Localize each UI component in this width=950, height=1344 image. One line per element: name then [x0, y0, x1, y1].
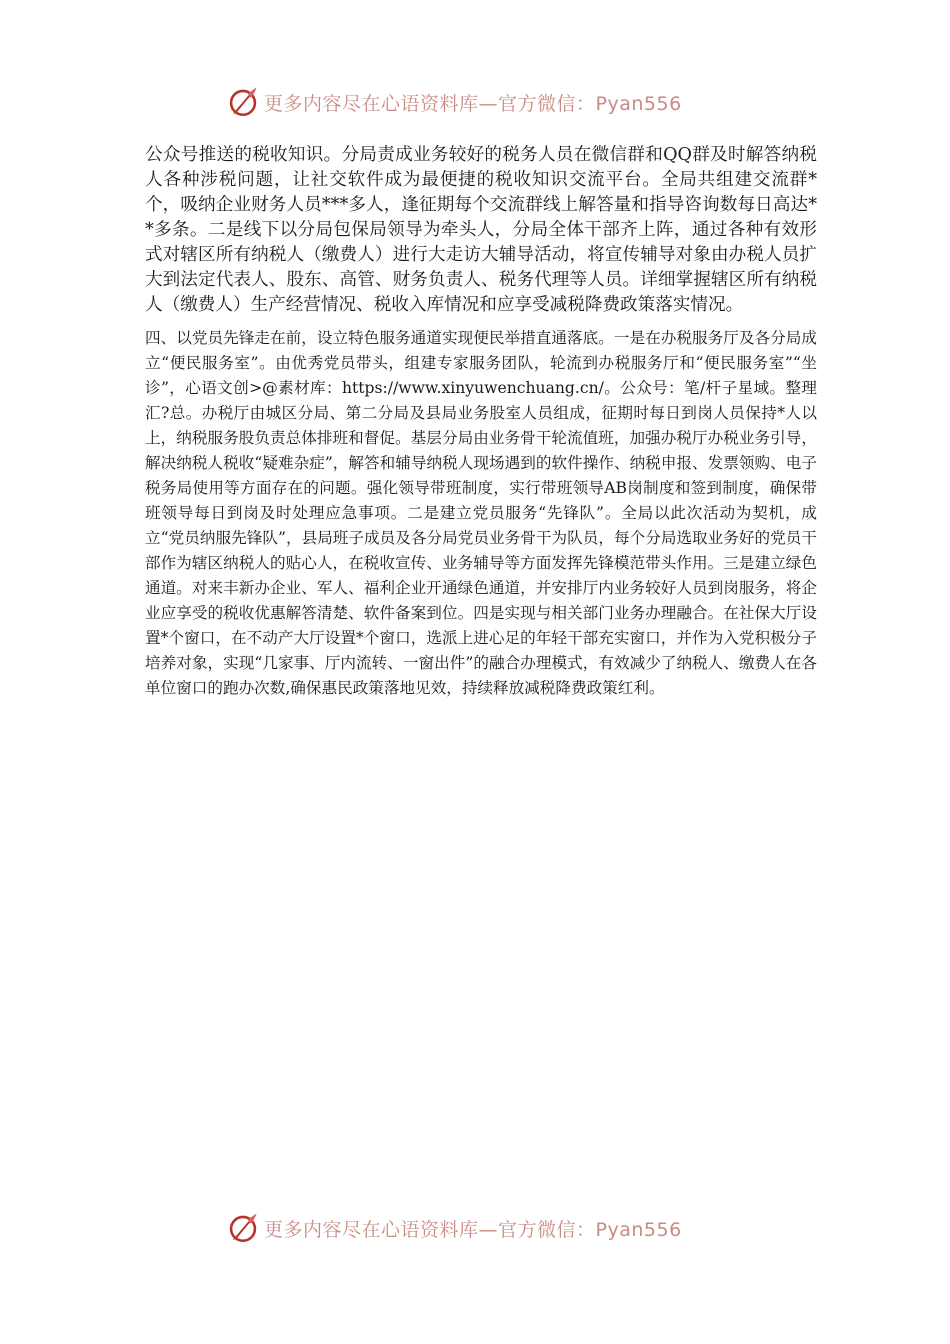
- footer-banner: [226, 1210, 682, 1246]
- quill-pen-logo-icon: [226, 85, 260, 119]
- footer-banner-text: 更多内容尽在心语资料库—官方微信：Pyan556: [264, 1218, 682, 1241]
- quill-pen-logo-icon: [226, 1211, 260, 1245]
- paragraph-2: 四、以党员先锋走在前，设立特色服务通道实现便民举措直通落底。一是在办税服务厅及各分局成立“便民服务室”。由优秀党员带头，组建专家服务团队，轮流到办税服务厅和“便民服务室”“坐诊”，心语文创>@素材库：https://www.xinyuwenchuang.cn/。公众号：笔/杆子星域。整理汇?总。办税厅由城区分局、第二分局及县局业务股室人员组成，征期时每日到岗人员保持*人以上，纳税服务股负责总体排班和督促。基层分局由业务骨干轮流值班，加强办税厅办税业务引导，解决纳税人税收“疑难杂症”，解答和辅导纳税人现场遇到的软件操作、纳税申报、发票领购、电子税务局使用等方面存在的问题。强化领导带班制度，实行带班领导AB岗制度和签到制度，确保带班领导每日到岗及时处理应急事项。二是建立党员服务“先锋队”。全局以此次活动为契机，成立“党员纳服先锋队”，县局班子成员及各分局党员业务骨干为队员，每个分局选取业务好的党员干部作为辖区纳税人的贴心人，在税收宣传、业务辅导等方面发挥先锋模范带头作用。三是建立绿色通道。对来丰新办企业、军人、福利企业开通绿色通道，并安排厅内业务较好人员到岗服务，将企业应享受的税收优惠解答清楚、软件备案到位。四是实现与相关部门业务办理融合。在社保大厅设置*个窗口，在不动产大厅设置*个窗口，选派上进心足的年轻干部充实窗口，并作为入党积极分子培养对象，实现“几家事、厅内流转、一窗出件”的融合办理模式，有效减少了纳税人、缴费人在各单位窗口的跑办次数,确保惠民政策落地见效，持续释放减税降费政策红利。: [145, 329, 817, 697]
- document-body: [145, 143, 817, 701]
- header-banner: [226, 84, 682, 120]
- header-banner-text: 更多内容尽在心语资料库—官方微信：Pyan556: [264, 92, 682, 115]
- paragraph-1: 公众号推送的税收知识。分局责成业务较好的税务人员在微信群和QQ群及时解答纳税人各种涉税问题，让社交软件成为最便捷的税收知识交流平台。全局共组建交流群*个，吸纳企业财务人员***多人，逢征期每个交流群线上解答量和指导咨询数每日高达**多条。二是线下以分局包保局领导为牵头人，分局全体干部齐上阵，通过各种有效形式对辖区所有纳税人（缴费人）进行大走访大辅导活动，将宣传辅导对象由办税人员扩大到法定代表人、股东、高管、财务负责人、税务代理等人员。详细掌握辖区所有纳税人（缴费人）生产经营情况、税收入库情况和应享受减税降费政策落实情况。: [145, 145, 817, 315]
